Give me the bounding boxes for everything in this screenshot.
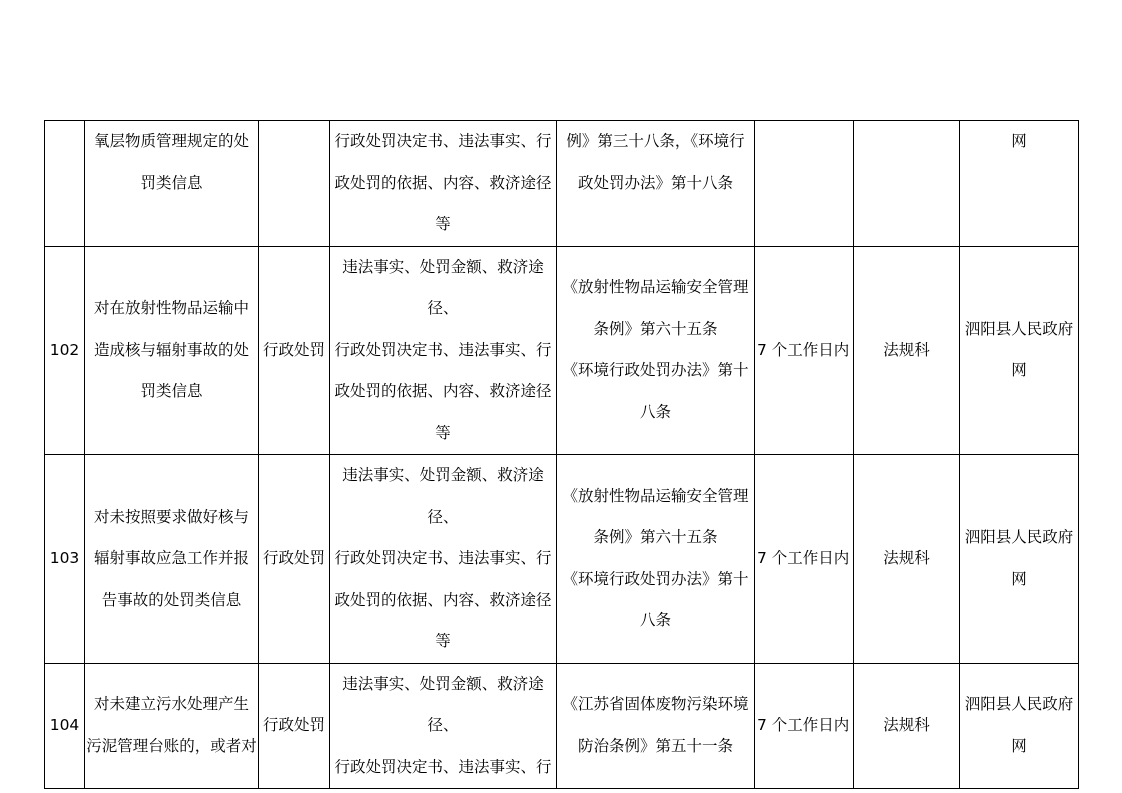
department-cell — [854, 246, 960, 455]
legal-basis: 《放射性物品运输安全管理 条例》第六十五条 《环境行政处罚办法》第十 八条 — [562, 486, 749, 630]
legal-basis: 《放射性物品运输安全管理 条例》第六十五条 《环境行政处罚办法》第十 八条 — [562, 278, 749, 421]
channel: 泗阳县人民政府 网 — [964, 528, 1074, 588]
row-number-cell — [45, 121, 85, 247]
item-name-cell — [85, 663, 259, 789]
channel-cell — [960, 663, 1079, 789]
disclosure-content: 违法事实、处罚金额、救济途径、 行政处罚决定书、违法事实、行 — [334, 674, 552, 776]
time-limit: 7 个工作日内 — [757, 549, 850, 567]
department: 法规科 — [883, 340, 930, 359]
channel: 网 — [1011, 132, 1027, 150]
item-name: 氧层物质管理规定的处 罚类信息 — [93, 132, 249, 192]
category: 行政处罚 — [262, 340, 325, 359]
item-name-cell — [85, 455, 259, 664]
table-row — [45, 246, 1079, 455]
category: 行政处罚 — [262, 716, 325, 734]
legal-basis: 《江苏省固体废物污染环境 防治条例》第五十一条 — [562, 695, 749, 755]
legal-basis: 例》第三十八条，《环境行 政处罚办法》第十八条 — [566, 132, 745, 192]
time-limit: 7 个工作日内 — [757, 340, 850, 359]
item-name-cell — [85, 246, 259, 455]
item-name: 对未建立污水处理产生 污泥管理台账的，或者对 — [86, 695, 257, 755]
channel: 泗阳县人民政府 网 — [964, 695, 1074, 755]
category-cell — [259, 246, 330, 455]
category: 行政处罚 — [262, 549, 325, 567]
disclosure-content-cell — [330, 455, 557, 664]
department: 法规科 — [883, 716, 930, 734]
disclosure-content: 违法事实、处罚金额、救济途径、 行政处罚决定书、违法事实、行 政处罚的依据、内容、救济途径 等 — [334, 257, 552, 442]
row-number-cell — [45, 455, 85, 664]
disclosure-table — [44, 120, 1079, 789]
department-cell — [854, 455, 960, 664]
time-limit: 7 个工作日内 — [757, 716, 850, 734]
channel-cell — [960, 121, 1079, 247]
department-cell — [854, 121, 960, 247]
row-number: 104 — [49, 716, 80, 734]
row-number-cell — [45, 246, 85, 455]
channel-cell — [960, 455, 1079, 664]
row-number: 102 — [49, 340, 80, 359]
row-number: 103 — [49, 549, 80, 567]
item-name: 对未按照要求做好核与 辐射事故应急工作并报 告事故的处罚类信息 — [93, 507, 249, 609]
legal-basis-cell — [557, 121, 755, 247]
category-cell — [259, 455, 330, 664]
disclosure-content-cell — [330, 246, 557, 455]
table-row — [45, 663, 1079, 789]
time-limit-cell — [755, 121, 854, 247]
disclosure-content-cell — [330, 663, 557, 789]
item-name: 对在放射性物品运输中 造成核与辐射事故的处 罚类信息 — [93, 299, 249, 400]
category-cell — [259, 663, 330, 789]
time-limit-cell — [755, 246, 854, 455]
channel: 泗阳县人民政府 网 — [964, 319, 1074, 380]
disclosure-content-cell — [330, 121, 557, 247]
department-cell — [854, 663, 960, 789]
disclosure-content: 违法事实、处罚金额、救济途径、 行政处罚决定书、违法事实、行 政处罚的依据、内容、救济途径 等 — [334, 466, 552, 650]
channel-cell — [960, 246, 1079, 455]
disclosure-content: 行政处罚决定书、违法事实、行 政处罚的依据、内容、救济途径 等 — [334, 132, 552, 233]
time-limit-cell — [755, 455, 854, 664]
row-number-cell — [45, 663, 85, 789]
table-row — [45, 121, 1079, 247]
table-body — [45, 121, 1079, 789]
item-name-cell — [85, 121, 259, 247]
category-cell — [259, 121, 330, 247]
table-row — [45, 455, 1079, 664]
legal-basis-cell — [557, 663, 755, 789]
legal-basis-cell — [557, 455, 755, 664]
department: 法规科 — [883, 549, 930, 567]
legal-basis-cell — [557, 246, 755, 455]
time-limit-cell — [755, 663, 854, 789]
